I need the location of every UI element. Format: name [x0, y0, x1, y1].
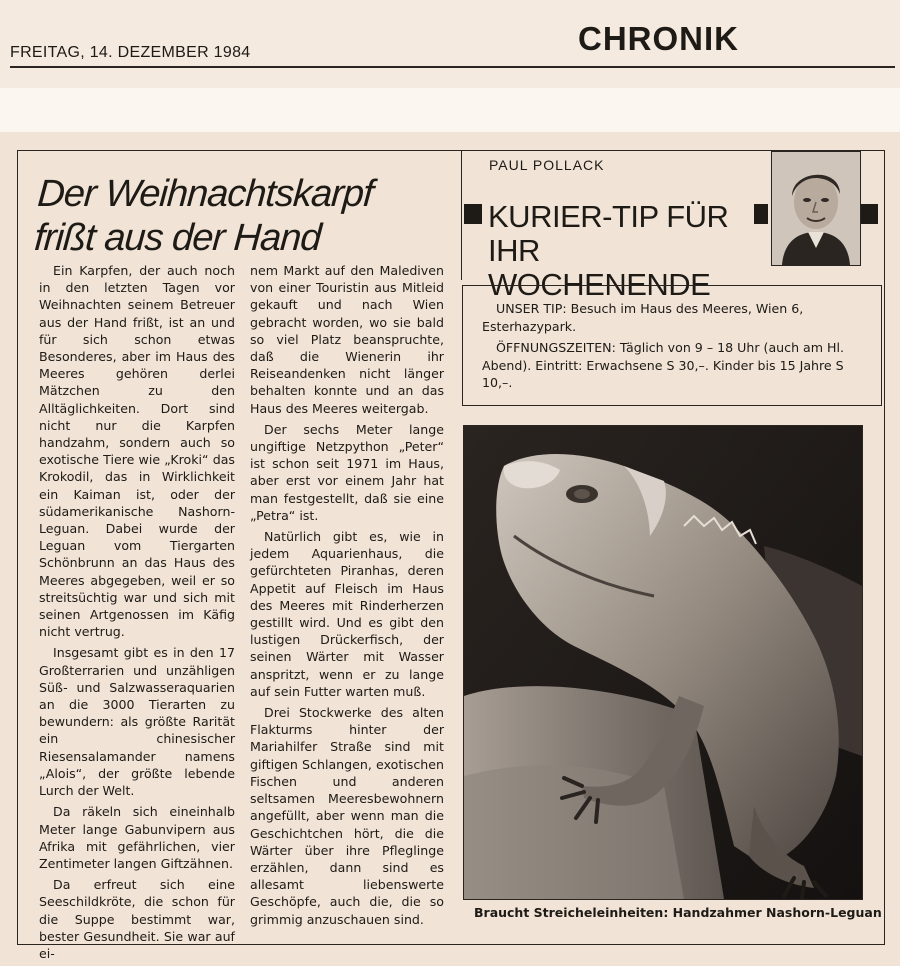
paragraph: Da räkeln sich eineinhalb Meter lange Gabunvipern aus Afrika mit gefährlichen, vier Zentimeter langen Giftzähnen.	[39, 804, 235, 871]
article-column-2	[250, 262, 444, 932]
tip-title-line-1: KURIER-TIP FÜR	[488, 199, 729, 234]
section-title: CHRONIK	[578, 20, 739, 57]
paragraph: Drei Stockwerke des alten Flakturms hinter der Mariahilfer Straße sind mit giftigen Schlangen, exotischen Fischen und anderen seltsamen Meeresbewohnern angefüllt, aber wenn man die Geschichtchen hört, die die Wärter über ihre Pfleglinge erzählen, dann sind es allesamt liebenswerte Geschöpfe, auch die, die so grimmig anzuschauen sind.	[250, 705, 444, 927]
paragraph: nem Markt auf den Malediven von einer Touristin aus Mitleid gekauft und nach Wien gebracht worden, wo sie bald so viel Platz beanspruchte, daß die Wienerin ihr Reiseandenken nicht länger behalten konnte und an das Haus des Meeres weitergab.	[250, 263, 444, 416]
paragraph: Natürlich gibt es, wie in jedem Aquarienhaus, die gefürchteten Piranhas, deren Appetit auf Fleisch im Haus des Meeres mit Rinderherzen gestillt wird. Und es gibt den lustigen Drückerfisch, der seinen Wärter mit Wasser anspritzt, wenn er zu lange auf sein Futter warten muß.	[250, 529, 444, 699]
iguana-photo	[463, 425, 863, 900]
header-rule	[10, 66, 895, 68]
paragraph: Insgesamt gibt es in den 17 Großterrarien und unzähligen Süß- und Salzwasseraquarien an die 3000 Tierarten zu bewundern: als größte Rarität ein chinesischer Riesensalamander namens „Alois“, der größte lebende Lurch der Welt.	[39, 645, 235, 799]
scan-gap	[0, 88, 900, 132]
headline-line-1: Der Weihnachtskarpf	[36, 173, 375, 215]
tip-title-bar-end	[858, 204, 878, 224]
iguana-image	[464, 426, 862, 899]
photo-caption: Braucht Streicheleinheiten: Handzahmer Nashorn-Leguan	[474, 905, 882, 920]
paragraph: Da erfreut sich eine Seeschildkröte, die schon für die Suppe bestimmt war, bester Gesundheit. Sie war auf ei-	[39, 877, 235, 961]
headline	[33, 172, 459, 260]
portrait-image	[772, 152, 860, 265]
issue-date: FREITAG, 14. DEZEMBER 1984	[10, 44, 251, 61]
paragraph: Ein Karpfen, der auch noch in den letzten Tagen vor Weihnachten seinem Betreuer aus der Hand frißt, ist an und für sich schon etwas Besonderes, aber im Haus des Meeres gehören derlei Mätzchen zu den Alltäglichkeiten. Dort sind nicht nur die Karpfen handzahm, sondern auch so exotische Tiere wie „Kroki“ das Krokodil, das in Wirklichkeit ein Kaiman ist, oder der südamerikanische Nashorn-Leguan. Dabei wurde der Leguan vom Tiergarten Schönbrunn an das Haus des Meeres abgegeben, weil er so streitsüchtig war und sich mit seinen Artgenossen im Käfig nicht vertrug.	[39, 263, 235, 640]
headline-line-2: frißt aus der Hand	[32, 217, 323, 259]
author-portrait	[771, 151, 861, 266]
paragraph: Der sechs Meter lange ungiftige Netzpython „Peter“ ist schon seit 1971 im Haus, aber erst vor einem Jahr hat man festgestellt, daß sie eine „Petra“ ist.	[250, 421, 444, 523]
article-column-1	[39, 262, 235, 966]
info-tip: UNSER TIP: Besuch im Haus des Meeres, Wien 6, Esterhazypark.	[482, 301, 804, 334]
tip-title-line-2: IHR WOCHENENDE	[488, 233, 711, 302]
info-hours: ÖFFNUNGSZEITEN: Täglich von 9 – 18 Uhr (auch am Hl. Abend). Eintritt: Erwachsene S 30,–. Kinder bis 15 Jahre S 10,–.	[482, 340, 845, 390]
author-name: PAUL POLLACK	[489, 157, 605, 173]
